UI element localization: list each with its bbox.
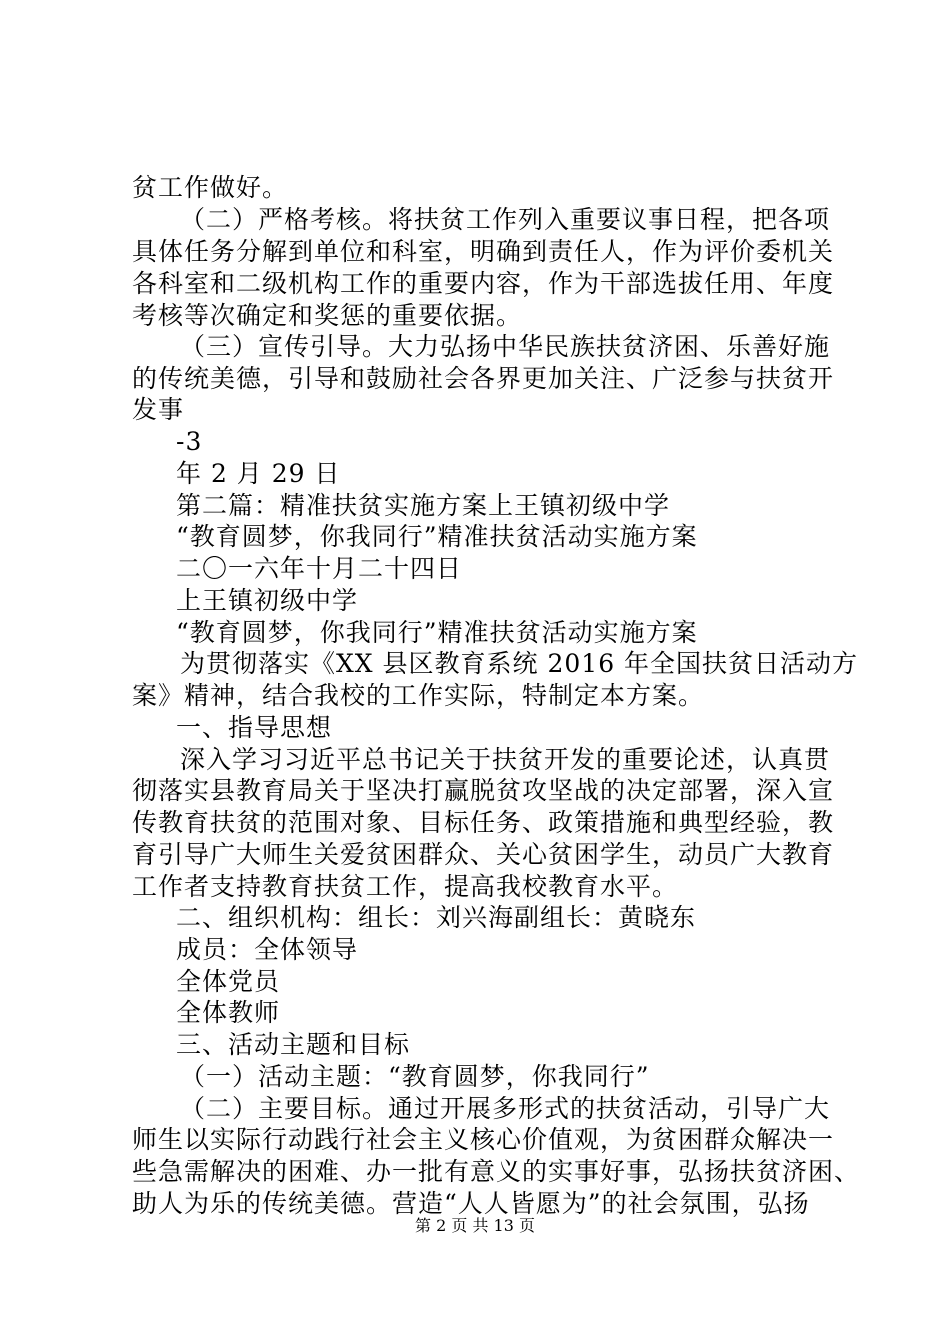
- text-line: 些急需解决的困难、办一批有意义的实事好事，弘扬扶贫济困、: [132, 1157, 861, 1186]
- text-line: 案》精神，结合我校的工作实际，特制定本方案。: [132, 681, 705, 710]
- text-line: 上王镇初级中学: [176, 586, 359, 615]
- page-footer: 第 2 页 共 13 页: [415, 1216, 535, 1235]
- text-line: 为贯彻落实《XX 县区教育系统 2016 年全国扶贫日活动方: [180, 649, 859, 678]
- text-line: 二〇一六年十月二十四日: [176, 554, 463, 583]
- text-line: 全体党员: [176, 967, 281, 996]
- text-line: 深入学习习近平总书记关于扶贫开发的重要论述，认真贯: [180, 745, 831, 774]
- text-line: 传教育扶贫的范围对象、目标任务、政策措施和典型经验，教: [132, 808, 835, 837]
- text-line: 年 2 月 29 日: [176, 459, 341, 488]
- text-line: 第二篇：精准扶贫实施方案上王镇初级中学: [176, 491, 671, 520]
- text-line: 一、指导思想: [176, 713, 333, 742]
- text-line: （二）严格考核。将扶贫工作列入重要议事日程，把各项: [180, 205, 831, 234]
- text-line: 全体教师: [176, 998, 281, 1027]
- text-line: 育引导广大师生关爱贫困群众、关心贫困学生，动员广大教育: [132, 840, 835, 869]
- text-line: 助人为乐的传统美德。营造“人人皆愿为”的社会氛围，弘扬: [132, 1189, 810, 1218]
- text-line: 三、活动主题和目标: [176, 1030, 411, 1059]
- text-line: 工作者支持教育扶贫工作，提高我校教育水平。: [132, 872, 679, 901]
- text-line: “教育圆梦，你我同行”精准扶贫活动实施方案: [176, 522, 698, 551]
- text-line: （二）主要目标。通过开展多形式的扶贫活动，引导广大: [180, 1094, 831, 1123]
- text-line: 成员：全体领导: [176, 935, 359, 964]
- text-line: （三）宣传引导。大力弘扬中华民族扶贫济困、乐善好施: [180, 332, 831, 361]
- text-line: 的传统美德，引导和鼓励社会各界更加关注、广泛参与扶贫开: [132, 364, 835, 393]
- text-line: （一）活动主题：“教育圆梦，你我同行”: [180, 1062, 650, 1091]
- text-line: 具体任务分解到单位和科室，明确到责任人，作为评价委机关: [132, 237, 835, 266]
- text-line: “教育圆梦，你我同行”精准扶贫活动实施方案: [176, 618, 698, 647]
- text-line: 师生以实际行动践行社会主义核心价值观，为贫困群众解决一: [132, 1125, 835, 1154]
- text-line: 彻落实县教育局关于坚决打赢脱贫攻坚战的决定部署，深入宣: [132, 776, 835, 805]
- text-line: 贫工作做好。: [132, 173, 289, 202]
- text-line: 发事: [132, 395, 185, 424]
- text-line: -3: [176, 427, 203, 456]
- text-line: 各科室和二级机构工作的重要内容，作为干部选拔任用、年度: [132, 269, 835, 298]
- text-line: 二、组织机构：组长：刘兴海副组长：黄晓东: [176, 903, 697, 932]
- text-line: 考核等次确定和奖惩的重要依据。: [132, 301, 523, 330]
